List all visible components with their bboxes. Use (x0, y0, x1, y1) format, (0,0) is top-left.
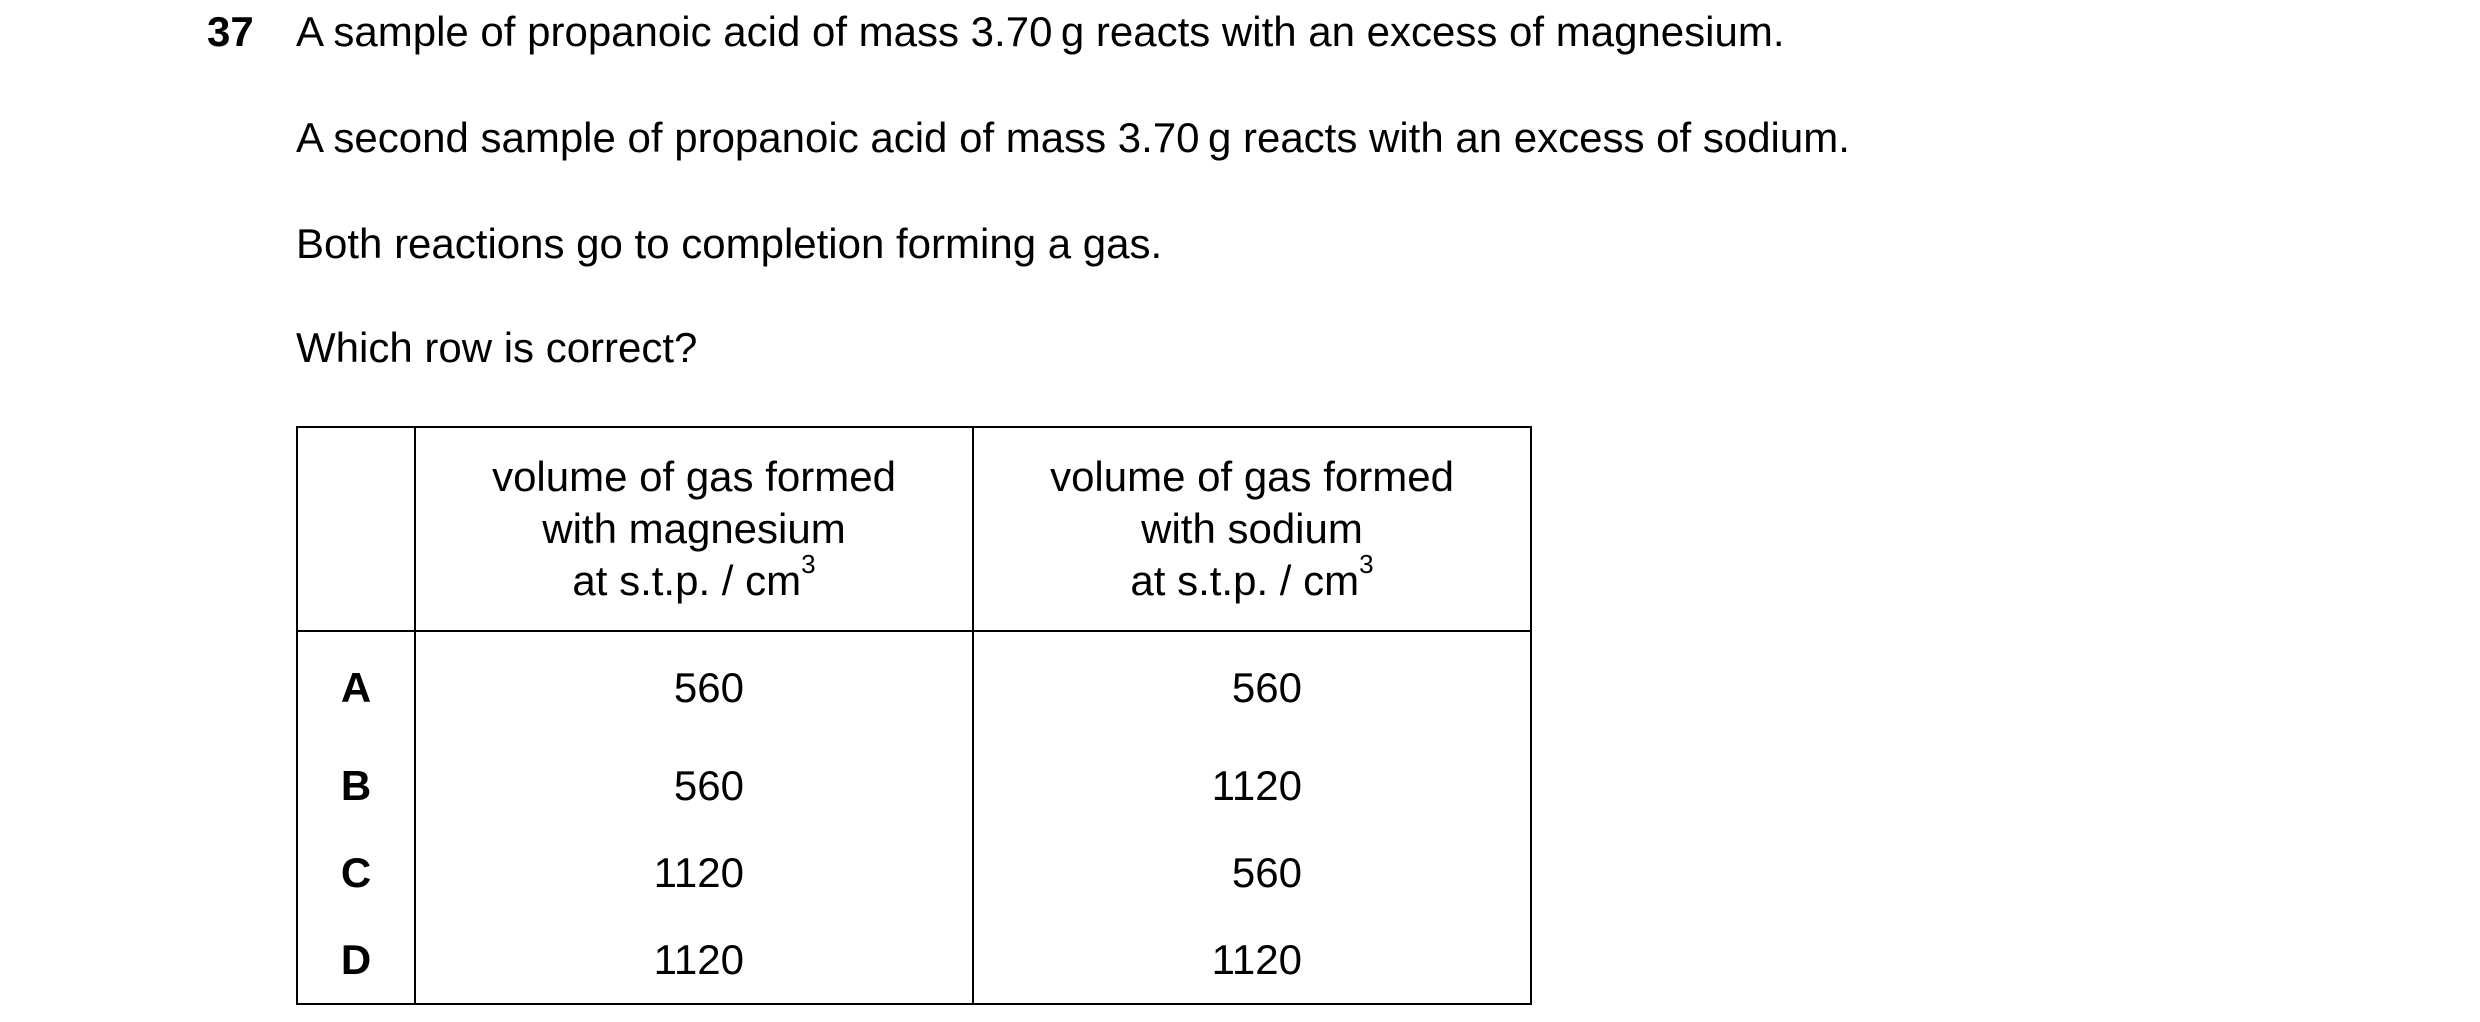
option-letter: B (297, 742, 415, 829)
option-letter: D (297, 916, 415, 1004)
table-header-row (297, 427, 1531, 631)
header-magnesium-line3-wrap (416, 549, 972, 607)
sodium-value: 1120 (1211, 761, 1302, 809)
header-sodium-line1: volume of gas formed (1050, 453, 1454, 500)
magnesium-cell (415, 916, 973, 1004)
header-magnesium-superscript: 3 (801, 549, 816, 579)
magnesium-cell (415, 631, 973, 742)
sodium-value: 1120 (1211, 935, 1302, 983)
header-sodium-line3-wrap (974, 549, 1530, 607)
magnesium-cell (415, 742, 973, 829)
magnesium-value: 560 (673, 664, 744, 711)
question-prompt: Which row is correct? (296, 324, 698, 371)
magnesium-cell (415, 829, 973, 916)
option-letter: C (297, 829, 415, 916)
question-paragraph-3: Both reactions go to completion forming a gas. (296, 220, 1163, 267)
header-sodium (973, 427, 1531, 631)
header-sodium-line3: at s.t.p. / cm (1130, 557, 1360, 604)
sodium-value: 560 (1231, 848, 1302, 896)
magnesium-value: 1120 (653, 935, 744, 983)
question-paragraph-1: A sample of propanoic acid of mass 3.70 g reacts with an excess of magnesium. (296, 8, 1785, 55)
table-row (297, 742, 1531, 829)
magnesium-value: 560 (673, 761, 744, 809)
header-magnesium-line1: volume of gas formed (492, 453, 896, 500)
magnesium-value: 1120 (653, 848, 744, 896)
sodium-value: 560 (1231, 664, 1302, 711)
option-letter: A (297, 631, 415, 742)
header-magnesium-line2: with magnesium (542, 505, 846, 552)
sodium-cell (973, 742, 1531, 829)
table-row (297, 829, 1531, 916)
answer-options-table (296, 426, 1532, 1005)
sodium-cell (973, 829, 1531, 916)
header-empty-cell (297, 427, 415, 631)
header-magnesium (415, 427, 973, 631)
table-row (297, 916, 1531, 1004)
table-row (297, 631, 1531, 742)
sodium-cell (973, 916, 1531, 1004)
header-magnesium-line3: at s.t.p. / cm (572, 557, 802, 604)
question-number: 37 (207, 8, 254, 55)
sodium-cell (973, 631, 1531, 742)
question-paragraph-2: A second sample of propanoic acid of mass 3.70 g reacts with an excess of sodium. (296, 114, 1850, 161)
header-sodium-line2: with sodium (1141, 505, 1363, 552)
header-sodium-superscript: 3 (1359, 549, 1374, 579)
